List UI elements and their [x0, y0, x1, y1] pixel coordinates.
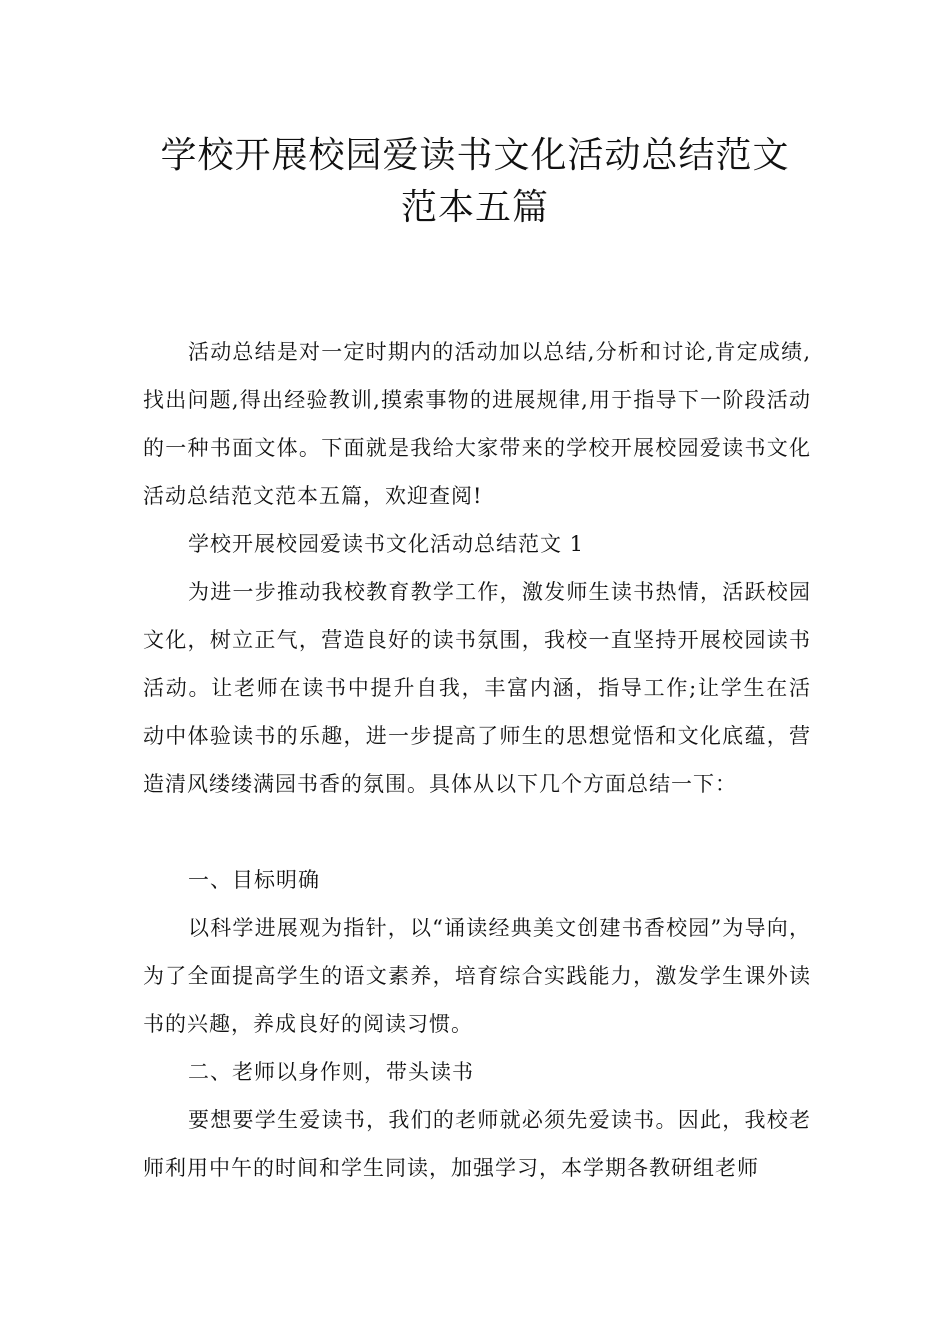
paragraph-gap — [143, 808, 811, 856]
heading-2: 二、老师以身作则，带头读书 — [188, 1060, 474, 1084]
paragraph-1: 为进一步推动我校教育教学工作，激发师生读书热情，活跃校园文化，树立正气，营造良好的读书氛围，我校一直坚持开展校园读书活动。让老师在读书中提升自我，丰富内涵，指导工作;让学生在活动中体验读书的乐趣，进一步提高了师生的思想觉悟和文化底蕴，营造清风缕缕满园书香的氛围。具体从以下几个方面总结一下： — [143, 580, 811, 796]
title-line-1: 学校开展校园爱读书文化活动总结范文 — [160, 135, 790, 176]
document-title — [120, 130, 830, 234]
section-title: 学校开展校园爱读书文化活动总结范文 1 — [188, 532, 585, 556]
intro-paragraph: 活动总结是对一定时期内的活动加以总结,分析和讨论,肯定成绩,找出问题,得出经验教训,摸索事物的进展规律,用于指导下一阶段活动的一种书面文体。下面就是我给大家带来的学校开展校园爱读书文化活动总结范文范本五篇，欢迎查阅! — [143, 340, 811, 508]
title-line-2: 范本五篇 — [400, 187, 549, 228]
document-body — [143, 328, 811, 1192]
paragraph-2: 以科学进展观为指针，以“诵读经典美文创建书香校园”为导向，为了全面提高学生的语文素养，培育综合实践能力，激发学生课外读书的兴趣，养成良好的阅读习惯。 — [143, 916, 811, 1036]
heading-1: 一、目标明确 — [188, 868, 320, 892]
paragraph-3: 要想要学生爱读书，我们的老师就必须先爱读书。因此，我校老师利用中午的时间和学生同读，加强学习，本学期各教研组老师 — [143, 1108, 811, 1180]
